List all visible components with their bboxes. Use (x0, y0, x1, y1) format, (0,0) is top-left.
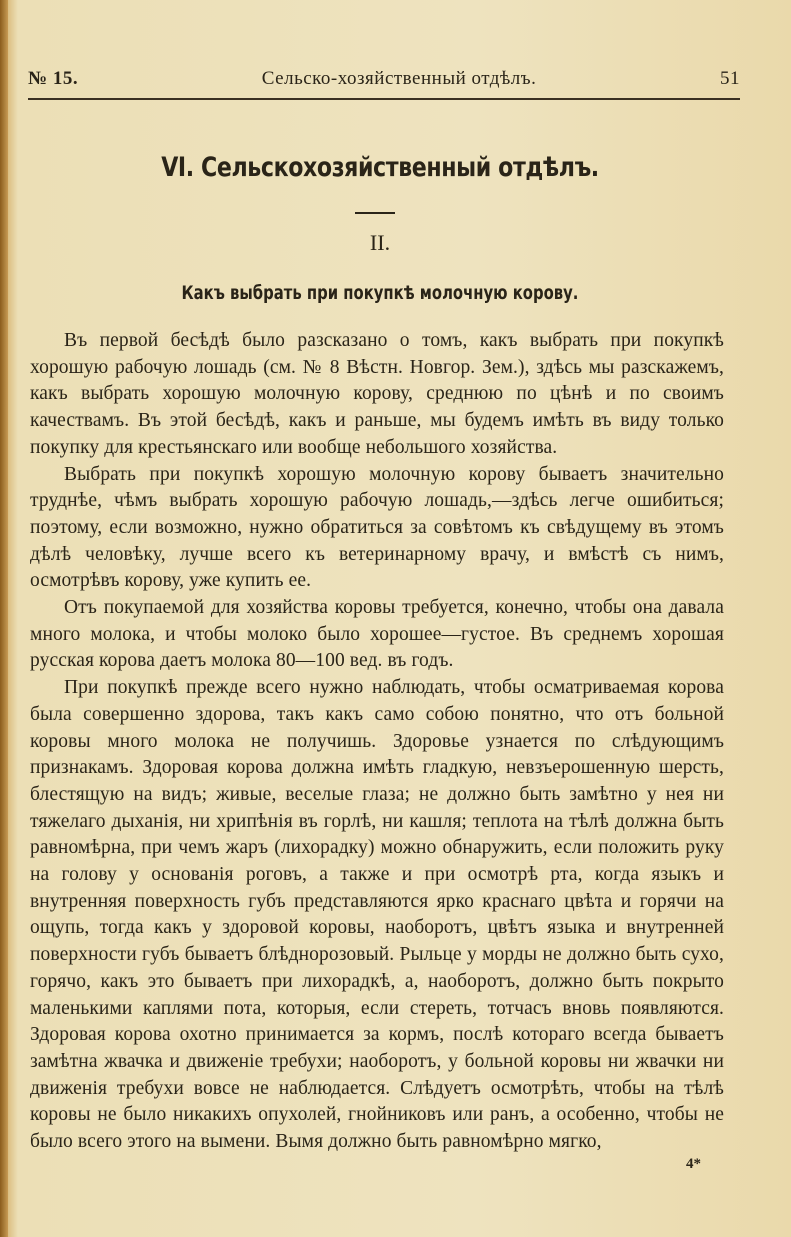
paragraph: Отъ покупаемой для хозяйства коровы требуется, конечно, чтобы она давала много молока, и чтобы молоко было хорошее—густое. Въ среднемъ хорошая русская корова даетъ молока 80—100 вед. въ годъ. (30, 597, 724, 672)
header-rule (28, 98, 740, 100)
page-number: 51 (720, 68, 740, 89)
section-title: VI. Сельскохозяйственный отдѣлъ. (161, 152, 599, 183)
article-subtitle: Какъ выбрать при покупкѣ молочную корову. (181, 282, 579, 304)
header-title: Сельско-хозяйственный отдѣлъ. (261, 68, 537, 89)
book-spine (0, 0, 8, 1237)
article-body (30, 328, 724, 1156)
paragraph: Въ первой бесѣдѣ было разсказано о томъ, какъ выбрать при покупкѣ хорошую рабочую лошадь (см. № 8 Вѣстн. Новгор. Зем.), здѣсь мы разскажемъ, какъ выбрать хорошую молочную корову, среднюю по цѣнѣ и по своимъ качествамъ. Въ этой бесѣдѣ, какъ и раньше, мы будемъ имѣть въ виду только покупку для крестьянскаго или вообще небольшого хозяйства. (30, 330, 724, 458)
title-divider (355, 212, 395, 214)
signature-mark: 4* (686, 1156, 701, 1172)
issue-number: № 15. (28, 68, 79, 89)
part-number: II. (369, 230, 391, 255)
running-header (28, 68, 740, 96)
paragraph: Выбрать при покупкѣ хорошую молочную корову бываетъ значительно труднѣе, чѣмъ выбрать хорошую рабочую лошадь,—здѣсь легче ошибиться; поэтому, если возможно, нужно обратиться за совѣтомъ къ свѣдущему въ этомъ дѣлѣ человѣку, лучше всего къ ветеринарному врачу, и вмѣстѣ съ нимъ, осмотрѣвъ корову, уже купить ее. (30, 463, 724, 592)
paragraph: При покупкѣ прежде всего нужно наблюдать, чтобы осматриваемая корова была совершенно здорова, такъ какъ само собою понятно, что отъ больной коровы много молока не получишь. Здоровье узнается по слѣдующимъ признакамъ. Здоровая корова должна имѣть гладкую, невзъерошенную шерсть, блестящую на видъ; живые, веселые глаза; не должно быть замѣтно у нея ни тяжелаго дыханія, ни хрипѣнія въ горлѣ, ни кашля; теплота на тѣлѣ должна быть равномѣрна, при чемъ жаръ (лихорадку) можно обнаружить, если положить руку на голову у основанія роговъ, а также и при осмотрѣ рта, когда языкъ и внутренняя поверхность губъ представляются ярко краснаго цвѣта и горячи на ощупь, тогда какъ у здоровой коровы, наоборотъ, цвѣтъ языка и внутренней поверхности губъ бываетъ блѣднорозовый. Рыльце у морды не должно быть сухо, горячо, какъ это бываетъ при лихорадкѣ, а, наоборотъ, должно быть покрыто маленькими каплями пота, которыя, если стереть, тотчасъ вновь появляются. Здоровая корова охотно принимается за кормъ, послѣ котораго всегда бываетъ замѣтна жвачка и движеніе требухи; наоборотъ, у больной коровы ни жвачки ни движенія требухи вовсе не наблюдается. Слѣдуетъ осмотрѣть, чтобы на тѣлѣ коровы не было никакихъ опухолей, гнойниковъ или ранъ, а особенно, чтобы не было всего этого на вымени. Вымя должно быть равномѣрно мягко, (30, 677, 724, 1153)
